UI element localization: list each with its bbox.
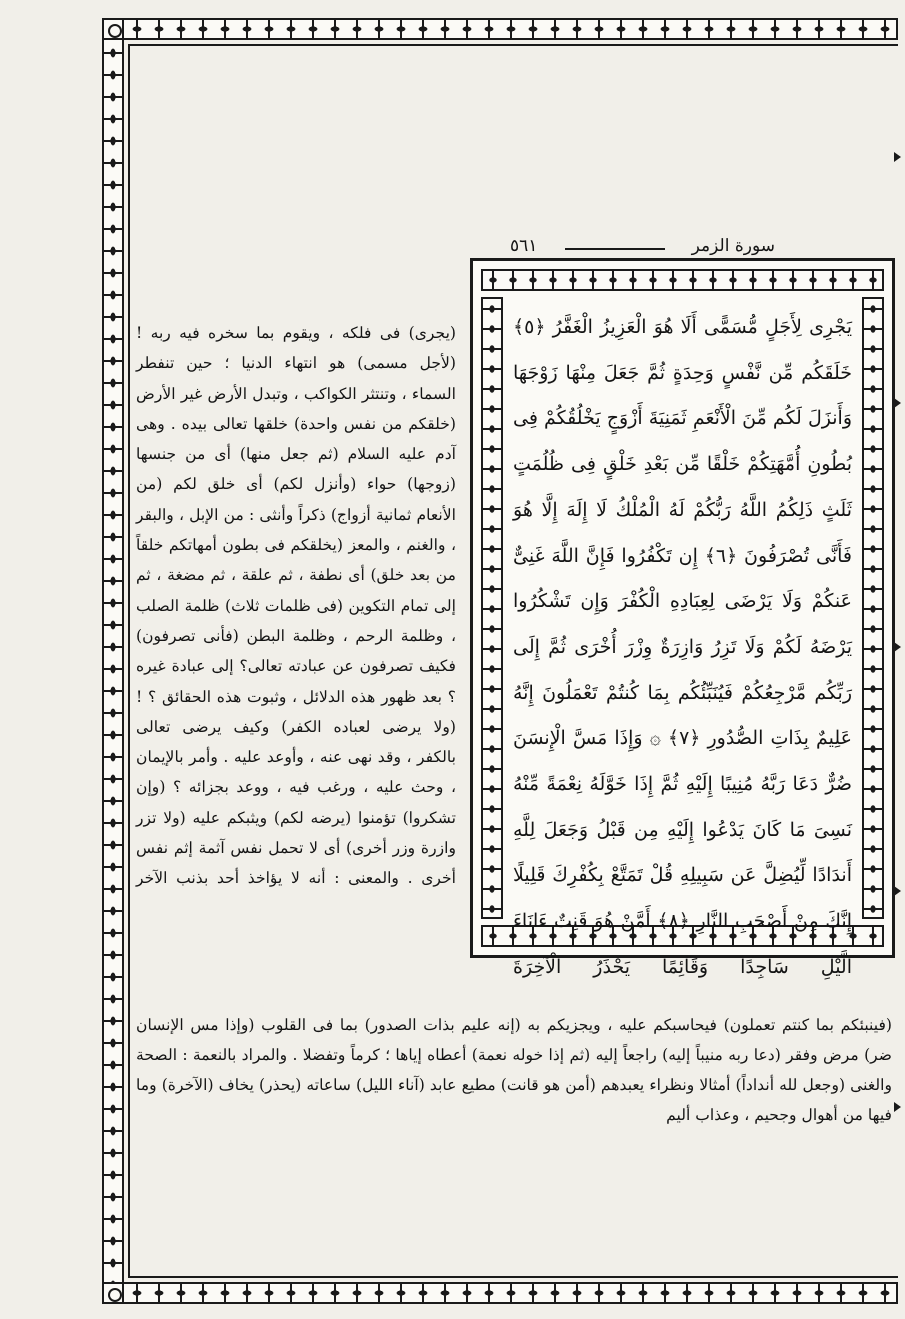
frame-inner-rule-top — [128, 44, 898, 46]
margin-mark-icon — [894, 152, 901, 162]
page-header — [470, 236, 895, 260]
frame-corner-ornament — [102, 18, 124, 40]
page-number: ٥٦١ — [510, 236, 538, 256]
tafsir-full-width — [136, 1010, 892, 1150]
frame-inner-rule-left — [128, 44, 130, 1278]
surah-name: سورة الزمر — [691, 236, 775, 256]
tafsir-column-text: (يجرى) فى فلكه ، ويقوم بما سخره فيه ربه ! (لأجل مسمى) هو انتهاء الدنيا ؛ حين تنفطر السماء ، وتنتثر الكواكب ، وتبدل الأرض غير الأرض (خلقكم من نفس واحدة) خلقها تعالى بيده . وهى آدم عليه السلام (ثم جعل منها) أى من جنسها (زوجها) حواء (وأنزل لكم) أى خلق لكم (من الأنعام ثمانية أزواج) ذكراً وأنثى : من الإبل ، والبقر ، والغنم ، والمعز (يخلقكم فى بطون أمهاتكم خلقاً من بعد خلق) أى نطفة ، ثم علقة ، ثم مضغة ، ثم إلى تمام التكوين (فى ظلمات ثلاث) ظلمة الصلب ، وظلمة الرحم ، وظلمة البطن (فأنى تصرفون) فكيف تصرفون عن عبادته تعالى؟ إلى عبادة غيره ؟ بعد ظهور هذه الدلائل ، وثبوت هذه الحقائق ؟ ! (ولا يرضى لعباده الكفر) وكيف يرضى تعالى بالكفر ، وقد نهى عنه ، وأوعد عليه . وأمر بالإيمان ، وحث عليه ، ورغب فيه ، ووعد بجزائه ؟ (وإن تشكروا) تؤمنوا (يرضه لكم) ويثبكم عليه (ولا تزر وازرة وزر أخرى) أى لا تحمل نفس آثمة إثم نفس أخرى . والمعنى : أنه لا يؤاخذ أحد بذنب الآخر — [136, 324, 456, 888]
quran-panel-border-top — [481, 269, 884, 291]
frame-border-bottom — [102, 1282, 898, 1304]
quran-panel-border-left — [481, 297, 503, 919]
quran-panel — [470, 258, 895, 978]
frame-corner-ornament — [102, 1282, 124, 1304]
quran-verses — [513, 305, 852, 978]
tafsir-full-width-text: (فينبئكم بما كنتم تعملون) فيحاسبكم عليه ، ويجزيكم به (إنه عليم بذات الصدور) بما فى القلوب (وإذا مس الإنسان ضر) مرض وفقر (دعا ربه منيباً إليه) راجعاً إليه (ثم إذا خوله نعمة) أعطاه إياها ؛ كرماً وتفضلا . والمراد بالنعمة : الصحة والغنى (وجعل لله أنداداً) أمثالا ونظراء يعبدهم (أمن هو قانت) مطيع عابد (آناء الليل) ساعاته (يحذر) يخاف (الآخرة) وما فيها من أهوال وجحيم ، وعذاب أليم — [136, 1016, 892, 1124]
frame-inner-rule-bottom — [128, 1276, 898, 1278]
quran-panel-border-right — [862, 297, 884, 919]
margin-mark-icon — [894, 886, 901, 896]
frame-border-left — [102, 18, 124, 1304]
margin-mark-icon — [894, 1102, 901, 1112]
margin-mark-icon — [894, 642, 901, 652]
tafsir-column — [136, 318, 456, 1006]
header-rule — [565, 248, 665, 250]
margin-mark-icon — [894, 398, 901, 408]
quran-verses-text: يَجْرِى لِأَجَلٍ مُّسَمًّى أَلَا هُوَ الْعَزِيزُ الْغَفَّرُ ﴿٥﴾ خَلَقَكُم مِّن نَّفْسٍ وَحِدَةٍ ثُمَّ جَعَلَ مِنْهَا زَوْجَهَا وَأَنزَلَ لَكُم مِّنَ الْأَنْعَمِ ثَمَنِيَةَ أَزْوَجٍ يَخْلُقُكُمْ فِى بُطُونِ أُمَّهَتِكُمْ خَلْقًا مِّن بَعْدِ خَلْقٍ فِى ظُلُمَتٍ ثَلَثٍ ذَلِكُمُ اللَّهُ رَبُّكُمْ لَهُ الْمُلْكُ لَا إِلَهَ إِلَّا هُوَ فَأَنَّى تُصْرَفُونَ ﴿٦﴾ إِن تَكْفُرُوا فَإِنَّ اللَّهَ غَنِىٌّ عَنكُمْ وَلَا يَرْضَى لِعِبَادِهِ الْكُفْرَ وَإِن تَشْكُرُوا يَرْضَهُ لَكُمْ وَلَا تَزِرُ وَازِرَةٌ وِزْرَ أُخْرَى ثُمَّ إِلَى رَبِّكُم مَّرْجِعُكُمْ فَيُنَبِّئُكُم بِمَا كُنتُمْ تَعْمَلُونَ إِنَّهُ عَلِيمٌ بِذَاتِ الصُّدُورِ ﴿٧﴾ ۞ وَإِذَا مَسَّ الْإِنسَنَ ضُرٌّ دَعَا رَبَّهُ مُنِيبًا إِلَيْهِ ثُمَّ إِذَا خَوَّلَهُ نِعْمَةً مِّنْهُ نَسِىَ مَا كَانَ يَدْعُوا إِلَيْهِ مِن قَبْلُ وَجَعَلَ لِلَّهِ أَندَادًا لِّيُضِلَّ عَن سَبِيلِهِ قُلْ تَمَتَّعْ بِكُفْرِكَ قَلِيلًا إِنَّكَ مِنْ أَصْحَبِ النَّارِ ﴿٨﴾ أَمَّنْ هُوَ قَنِتٌ ءَانَاءَ الَّيْلِ سَاجِدًا وَقَائِمًا يَحْذَرُ الْآخِرَةَ — [513, 316, 852, 978]
frame-border-top — [102, 18, 898, 40]
